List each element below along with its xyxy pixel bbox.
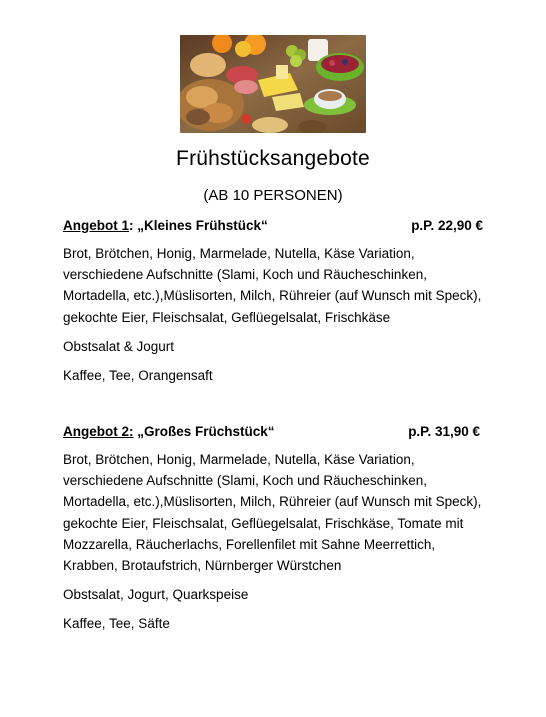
- offer-2-label: Angebot 2:: [63, 424, 134, 439]
- page-title: Frühstücksangebote: [176, 147, 370, 170]
- offer-1-name: : „Kleines Frühstück“: [129, 218, 268, 233]
- offer-1-header: [63, 218, 483, 233]
- offer-2-drinks: Kaffee, Tee, Säfte: [63, 616, 170, 631]
- breakfast-photo: [180, 35, 366, 133]
- offer-1-extras: Obstsalat & Jogurt: [63, 339, 175, 354]
- offer-2-price: p.P. 31,90 €: [408, 424, 480, 439]
- offer-2-extras: Obstsalat, Jogurt, Quarkspeise: [63, 587, 249, 602]
- offer-2-items: Brot, Brötchen, Honig, Marmelade, Nutella, Käse Variation, verschiedene Aufschnitte (Slami, Koch und Räucheschinken, Mortadella, etc.),Müslisorten, Milch, Rühreier (auf Wunsch mit Speck), gekochte Eier, Fleischsalat, Geflüegelsalat, Frischkäse, Tomate mit Mozzarella, Räucherlachs, Forellenfilet mit Sahne Meerrettich, Krabben, Brotaufstrich, Nürnberger Würstchen: [63, 452, 482, 574]
- offer-2-header: [63, 424, 480, 439]
- offer-1-items: Brot, Brötchen, Honig, Marmelade, Nutella, Käse Variation, verschiedene Aufschnitte (Slami, Koch und Räucheschinken, Mortadella, etc.),Müslisorten, Milch, Rühreier (auf Wunsch mit Speck), gekochte Eier, Fleischsalat, Geflüegelsalat, Frischkäse: [63, 246, 482, 325]
- offer-2-name: „Großes Früchstück“: [133, 424, 275, 439]
- offer-1-price: p.P. 22,90 €: [411, 218, 483, 233]
- page-subtitle: (AB 10 PERSONEN): [203, 187, 343, 204]
- offer-1-label: Angebot 1: [63, 218, 129, 233]
- offer-1-drinks: Kaffee, Tee, Orangensaft: [63, 368, 213, 383]
